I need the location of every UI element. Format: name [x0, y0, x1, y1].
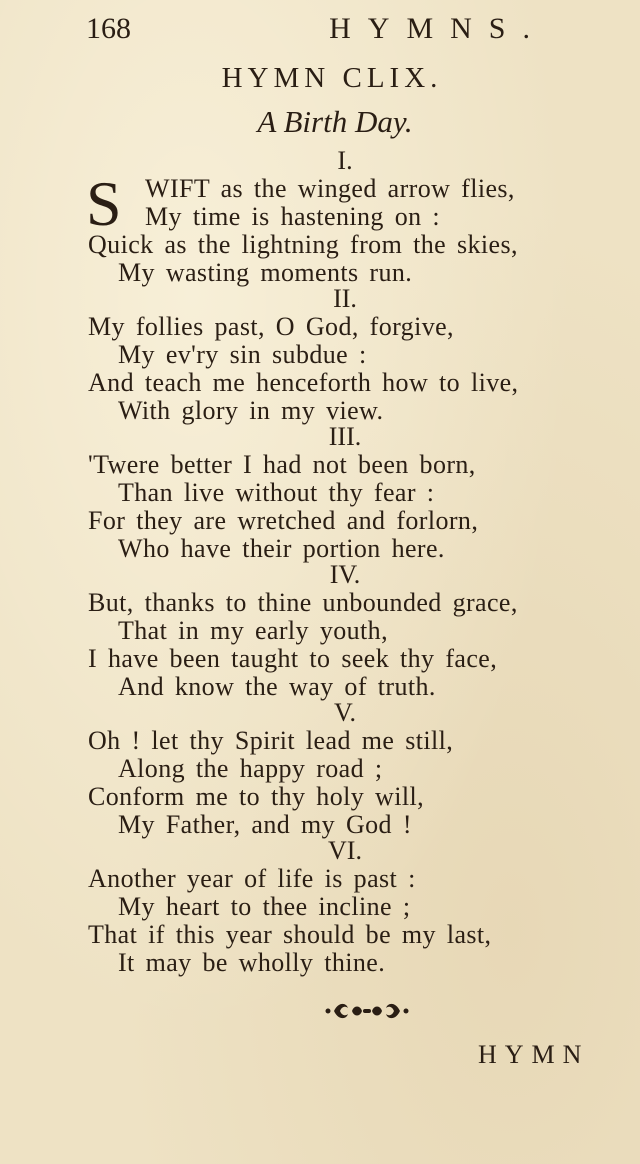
verse-line: Quick as the lightning from the skies,: [88, 230, 518, 259]
verse-line: That in my early youth,: [118, 616, 388, 645]
verse-line: And teach me henceforth how to live,: [88, 368, 519, 397]
catchword: HYMN: [478, 1040, 590, 1069]
verse-line: Who have their portion here.: [118, 534, 445, 563]
stanza-numeral: VI.: [328, 836, 362, 865]
verse-line: With glory in my view.: [118, 396, 384, 425]
verse-line: My wasting moments run.: [118, 258, 413, 287]
verse-line: And know the way of truth.: [118, 672, 436, 701]
verse-line: My time is hastening on :: [145, 202, 441, 231]
running-head: [86, 10, 547, 50]
verse-line: My follies past, O God, forgive,: [88, 312, 454, 341]
verse-line: For they are wretched and forlorn,: [88, 506, 479, 535]
verse-line: WIFT as the winged arrow flies,: [145, 174, 515, 203]
verse-line: My ev'ry sin subdue :: [118, 340, 367, 369]
verse-line: My Father, and my God !: [118, 810, 412, 839]
verse-line: I have been taught to seek thy face,: [88, 644, 498, 673]
hymn-title: A Birth Day.: [257, 104, 413, 139]
running-title: HYMNS.: [329, 12, 547, 45]
verse-line: My heart to thee incline ;: [118, 892, 411, 921]
verse-line: Conform me to thy holy will,: [88, 782, 424, 811]
fleuron-ornament-icon: [322, 996, 412, 1026]
verse-line: 'Twere better I had not been born,: [88, 450, 476, 479]
verse-line: Along the happy road ;: [118, 754, 383, 783]
verse-line: But, thanks to thine unbounded grace,: [88, 588, 518, 617]
verse-line: Oh ! let thy Spirit lead me still,: [88, 726, 454, 755]
stanza-numeral: III.: [328, 422, 362, 451]
stanza-numeral: IV.: [329, 560, 361, 589]
hymn-number: HYMN CLIX.: [221, 62, 443, 94]
stanza-numeral: I.: [337, 146, 353, 175]
stanza-numeral: II.: [333, 284, 357, 313]
verse-line: Than live without thy fear :: [118, 478, 435, 507]
stanza-numeral: V.: [334, 698, 356, 727]
page-number: 168: [86, 12, 131, 45]
verse-line: Another year of life is past :: [88, 864, 416, 893]
verse-line: That if this year should be my last,: [88, 920, 492, 949]
drop-cap: S: [86, 168, 122, 239]
verse-line: It may be wholly thine.: [118, 948, 386, 977]
